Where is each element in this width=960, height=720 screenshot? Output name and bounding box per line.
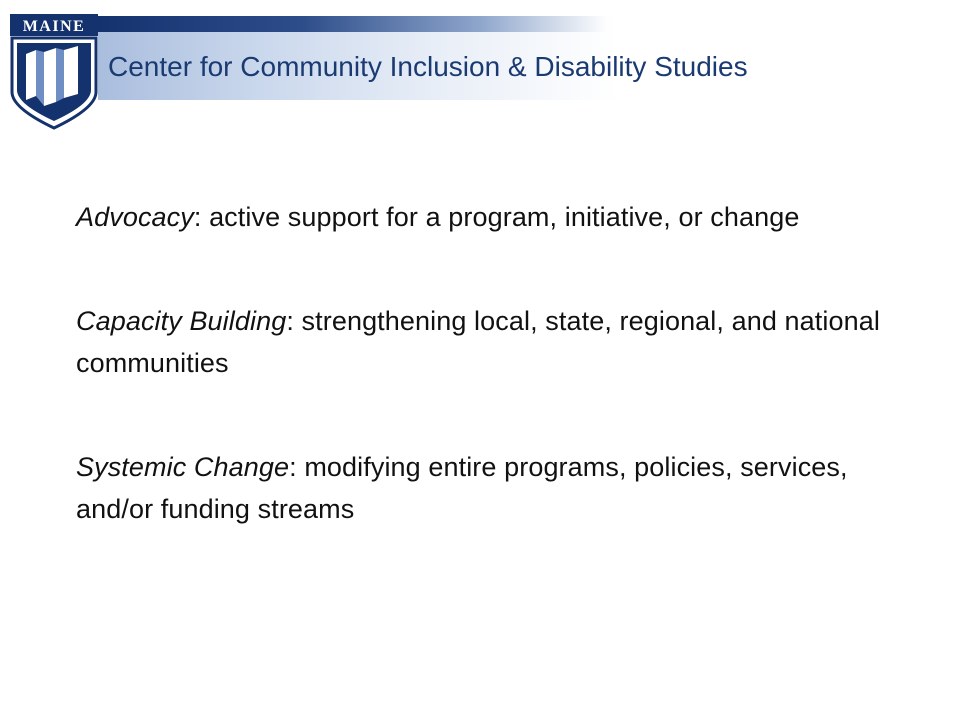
definitions-list [76, 196, 916, 592]
definition-text: active support for a program, initiative, or change [201, 202, 800, 232]
definition-systemic-change [76, 446, 916, 530]
definition-capacity-building [76, 300, 916, 384]
definition-term: Capacity Building [76, 306, 287, 336]
definition-text: strengthening local, state, regional, and national communities [76, 306, 880, 378]
definition-term: Systemic Change [76, 452, 290, 482]
definition-separator: : [193, 202, 202, 232]
university-of-maine-logo [8, 10, 102, 132]
definition-advocacy [76, 196, 916, 238]
definition-separator: : [286, 306, 294, 336]
header-top-strip [98, 16, 608, 32]
definition-separator: : [289, 452, 297, 482]
definition-term: Advocacy [76, 202, 194, 232]
logo-wordmark: MAINE [22, 18, 86, 35]
definition-text: modifying entire programs, policies, services, and/or funding streams [76, 452, 848, 524]
page-title: Center for Community Inclusion & Disability Studies [108, 51, 748, 82]
